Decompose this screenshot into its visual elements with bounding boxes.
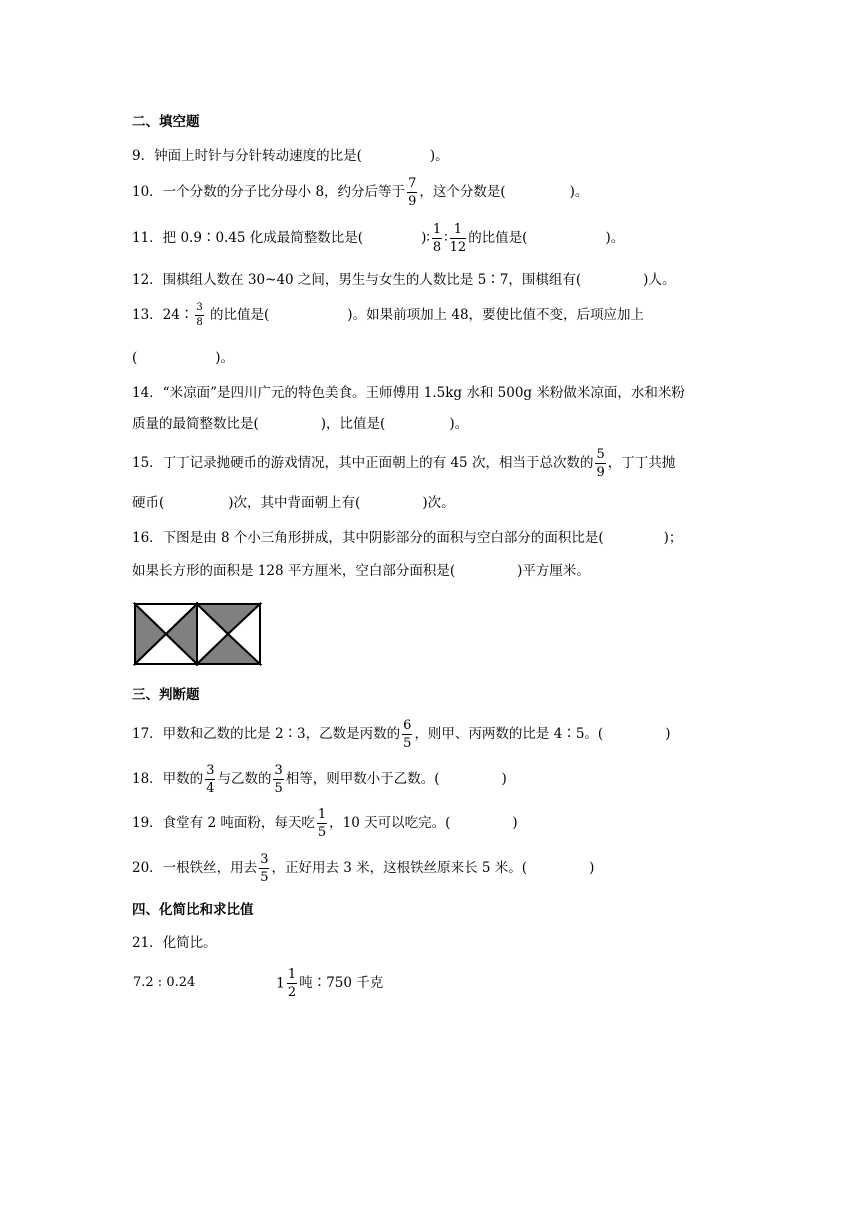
question-17 [132, 719, 670, 750]
q15-line2c: )次。 [422, 495, 455, 511]
question-13-line2 [132, 352, 234, 366]
q19-fraction [317, 808, 327, 839]
q10-text: 10．一个分数的分子比分母小 8，约分后等于 [132, 184, 406, 200]
section-judgement-heading: 三、判断题 [132, 687, 200, 703]
question-16-line2 [132, 565, 590, 579]
question-21: 21．化简比。 [132, 935, 217, 951]
q18-f2-denominator: 5 [274, 781, 283, 796]
question-12 [132, 274, 675, 288]
q20-fraction-numerator: 3 [260, 852, 269, 867]
mixed-number [276, 968, 299, 999]
q18-f1-denominator: 4 [206, 781, 215, 796]
expression-2 [276, 968, 383, 999]
q15-line2b: )次，其中背面朝上有( [228, 495, 361, 511]
q10-fraction [407, 177, 417, 208]
q17-end: ) [665, 726, 671, 742]
q15-fraction-denominator: 9 [596, 465, 605, 480]
q17-fraction-numerator: 6 [403, 718, 412, 733]
q11-mid2: 的比值是( [468, 230, 528, 246]
question-15-line2 [132, 497, 455, 511]
q11-f1-numerator: 1 [432, 222, 442, 237]
q12-end: )人。 [643, 272, 676, 288]
q11-fraction-1 [432, 223, 442, 254]
q12-text: 12．围棋组人数在 30~40 之间，男生与女生的人数比是 5∶7，围棋组有( [132, 272, 582, 288]
question-16 [132, 532, 682, 546]
q19-text: 19．食堂有 2 吨面粉，每天吃 [132, 815, 315, 831]
q9-end: )。 [429, 148, 449, 164]
expression-1: 7.2 : 0.24 [133, 975, 196, 990]
q16-line1b: )； [663, 530, 683, 546]
q13-fraction [195, 303, 203, 328]
q10-fraction-denominator: 9 [408, 194, 417, 209]
q13-end: )。如果前项加上 48，要使比值不变，后项应加上 [347, 307, 645, 323]
q17-post: ，则甲、丙两数的比是 4∶5。( [414, 726, 604, 742]
q20-text: 20．一根铁丝，用去 [132, 860, 258, 876]
q13-mid: 的比值是( [205, 307, 270, 323]
q19-fraction-denominator: 5 [317, 825, 327, 840]
q15-fraction-numerator: 5 [596, 447, 605, 462]
q11-colon: ∶ [444, 230, 448, 246]
q10-mid: ，这个分数是( [419, 184, 506, 200]
q19-end: ) [512, 815, 518, 831]
q18-f1-numerator: 3 [206, 763, 215, 778]
q18-mid: 与乙数的 [217, 771, 272, 787]
q16-line2b: )平方厘米。 [517, 563, 590, 579]
question-14-line2 [132, 418, 468, 432]
q18-post: 相等，则甲数小于乙数。( [285, 771, 440, 787]
q16-line1a: 16．下图是由 8 个小三角形拼成，其中阴影部分的面积与空白部分的面积比是( [132, 530, 604, 546]
mixed-denominator: 2 [287, 985, 297, 1000]
q20-end: ) [589, 860, 595, 876]
q11-mid1: )∶ [421, 230, 430, 246]
q20-fraction-denominator: 5 [260, 870, 269, 885]
q18-end: ) [501, 771, 507, 787]
q15-fraction [595, 448, 605, 479]
q15-line2a: 硬币( [132, 495, 165, 511]
q11-f2-numerator: 1 [450, 223, 467, 239]
q10-fraction-numerator: 7 [408, 176, 417, 191]
q20-fraction [259, 853, 269, 884]
q17-fraction-denominator: 5 [403, 736, 412, 751]
expression-2-unit: 吨∶750 千克 [299, 974, 384, 991]
question-9 [132, 150, 449, 164]
q15-post: ，丁丁共抛 [607, 455, 676, 471]
question-13 [132, 303, 644, 328]
q11-text: 11．把 0.9∶0.45 化成最简整数比是( [132, 230, 364, 246]
q11-f1-denominator: 8 [432, 240, 442, 255]
question-18 [132, 764, 507, 795]
q18-f2-numerator: 3 [274, 763, 283, 778]
mixed-whole: 1 [276, 975, 285, 992]
triangle-rectangle-figure [133, 602, 263, 666]
q14-line2a: 质量的最简整数比是( [132, 416, 259, 432]
q13-text: 13．24∶ [132, 307, 194, 323]
q17-fraction [402, 719, 412, 750]
q11-end: )。 [605, 230, 625, 246]
q14-line2b: )，比值是( [320, 416, 386, 432]
q17-text: 17．甲数和乙数的比是 2∶3，乙数是丙数的 [132, 726, 401, 742]
q15-text: 15．丁丁记录抛硬币的游戏情况，其中正面朝上的有 45 次，相当于总次数的 [132, 455, 594, 471]
q13-fraction-denominator: 8 [196, 317, 203, 328]
question-14: 14．“米凉面”是四川广元的特色美食。王师傅用 1.5kg 水和 500g 米粉做米凉面，水和米粉 [132, 385, 685, 401]
q11-fraction-2 [450, 223, 467, 254]
q13-fraction-numerator: 3 [195, 303, 203, 316]
section-fill-blank-heading: 二、填空题 [132, 114, 200, 130]
q14-line2c: )。 [449, 416, 469, 432]
question-11 [132, 223, 624, 254]
q13-line2-open: ( [132, 350, 138, 366]
question-19 [132, 808, 518, 839]
q10-end: )。 [569, 184, 589, 200]
q18-fraction-1 [205, 764, 215, 795]
q19-post: ，10 天可以吃完。( [329, 815, 451, 831]
q11-f2-denominator: 12 [449, 240, 467, 255]
q13-line2-close: )。 [215, 350, 235, 366]
q20-post: ，正好用去 3 米，这根铁丝原来长 5 米。( [271, 860, 528, 876]
question-15 [132, 448, 675, 479]
q9-text: 9．钟面上时针与分针转动速度的比是( [132, 148, 362, 164]
q19-fraction-numerator: 1 [317, 807, 327, 822]
q18-text: 18．甲数的 [132, 771, 204, 787]
q18-fraction-2 [273, 764, 283, 795]
question-20 [132, 853, 594, 884]
mixed-fraction [287, 968, 297, 999]
mixed-numerator: 1 [287, 967, 297, 982]
section-simplify-heading: 四、化简比和求比值 [132, 902, 254, 918]
question-10 [132, 177, 588, 208]
q16-line2a: 如果长方形的面积是 128 平方厘米，空白部分面积是( [132, 563, 456, 579]
